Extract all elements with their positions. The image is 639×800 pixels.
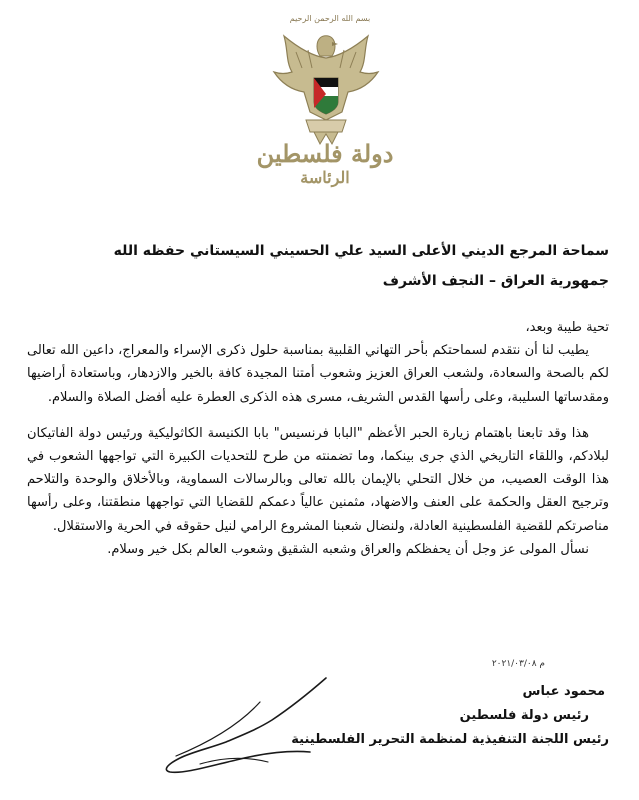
addressee-block bbox=[29, 236, 609, 296]
org-name: دولة فلسطين bbox=[256, 139, 394, 168]
letter-date: م ٢٠٢١/٠٣/٠٨ bbox=[491, 659, 545, 669]
paragraph-1: يطيب لنا أن نتقدم لسماحتكم بأحر التهاني القلبية بمناسبة حلول ذكرى الإسراء والمعراج، داعين الله تعالى لكم بالصحة والسعادة، ولشعب العراق العزيز وشعوب أمتنا المجيدة كافة بالخير والازدهار، وباستعادة أراضيها ومقدساتها السليبة، وعلى رأسها القدس الشريف، مسرى هذه الذكرى العطرة عليه أفضل الصلاة والسلام. bbox=[27, 343, 609, 405]
closing-line: نسأل المولى عز وجل أن يحفظكم والعراق وشعبه الشقيق وشعوب العالم بكل خير وسلام. bbox=[107, 541, 589, 557]
flag-shield-icon bbox=[314, 78, 338, 114]
addressee-line-2: جمهورية العراق – النجف الأشرف bbox=[382, 273, 609, 289]
bismillah-text: بسم الله الرحمن الرحيم bbox=[289, 14, 371, 23]
signature-block bbox=[279, 680, 609, 752]
signatory-title-2: رئيس اللجنة التنفيذية لمنظمة التحرير الفلسطينية bbox=[291, 732, 609, 747]
signatory-title-1: رئيس دولة فلسطين bbox=[459, 708, 589, 723]
office-name: الرئاسة bbox=[300, 168, 350, 187]
greeting: تحية طيبة وبعد، bbox=[525, 320, 609, 335]
eagle-emblem-icon bbox=[256, 28, 396, 148]
addressee-line-1: سماحة المرجع الديني الأعلى السيد علي الحسيني السيستاني حفظه الله bbox=[113, 243, 609, 259]
letterhead bbox=[0, 8, 639, 198]
paragraph-2: هذا وقد تابعنا باهتمام زيارة الحبر الأعظم "البابا فرنسيس" بابا الكنيسة الكاثوليكية ورئيس دولة الفاتيكان لبلادكم، واللقاء التاريخي الذي جرى بينكما، وما تضمنته من طرح للتحديات الكبيرة التي تواجهها الشعوب في هذا الوقت العصيب، من خلال التحلي بالإيمان بالله تعالى وبالرسالات السماوية، وبالأخلاق والوحدة والتلاحم وترجيح العقل والحكمة على العنف والاضهاد، مثمنين عالياً دعمكم للقضايا التي تواجهها منطقتنا، وعلى رأسها مناصرتكم للقضية الفلسطينية العادلة، ولنضال شعبنا المشروع الرامي لنيل حقوقه في الحرية والاستقلال. bbox=[27, 425, 609, 534]
letter-body bbox=[27, 316, 609, 561]
signatory-name: محمود عباس bbox=[522, 684, 605, 699]
